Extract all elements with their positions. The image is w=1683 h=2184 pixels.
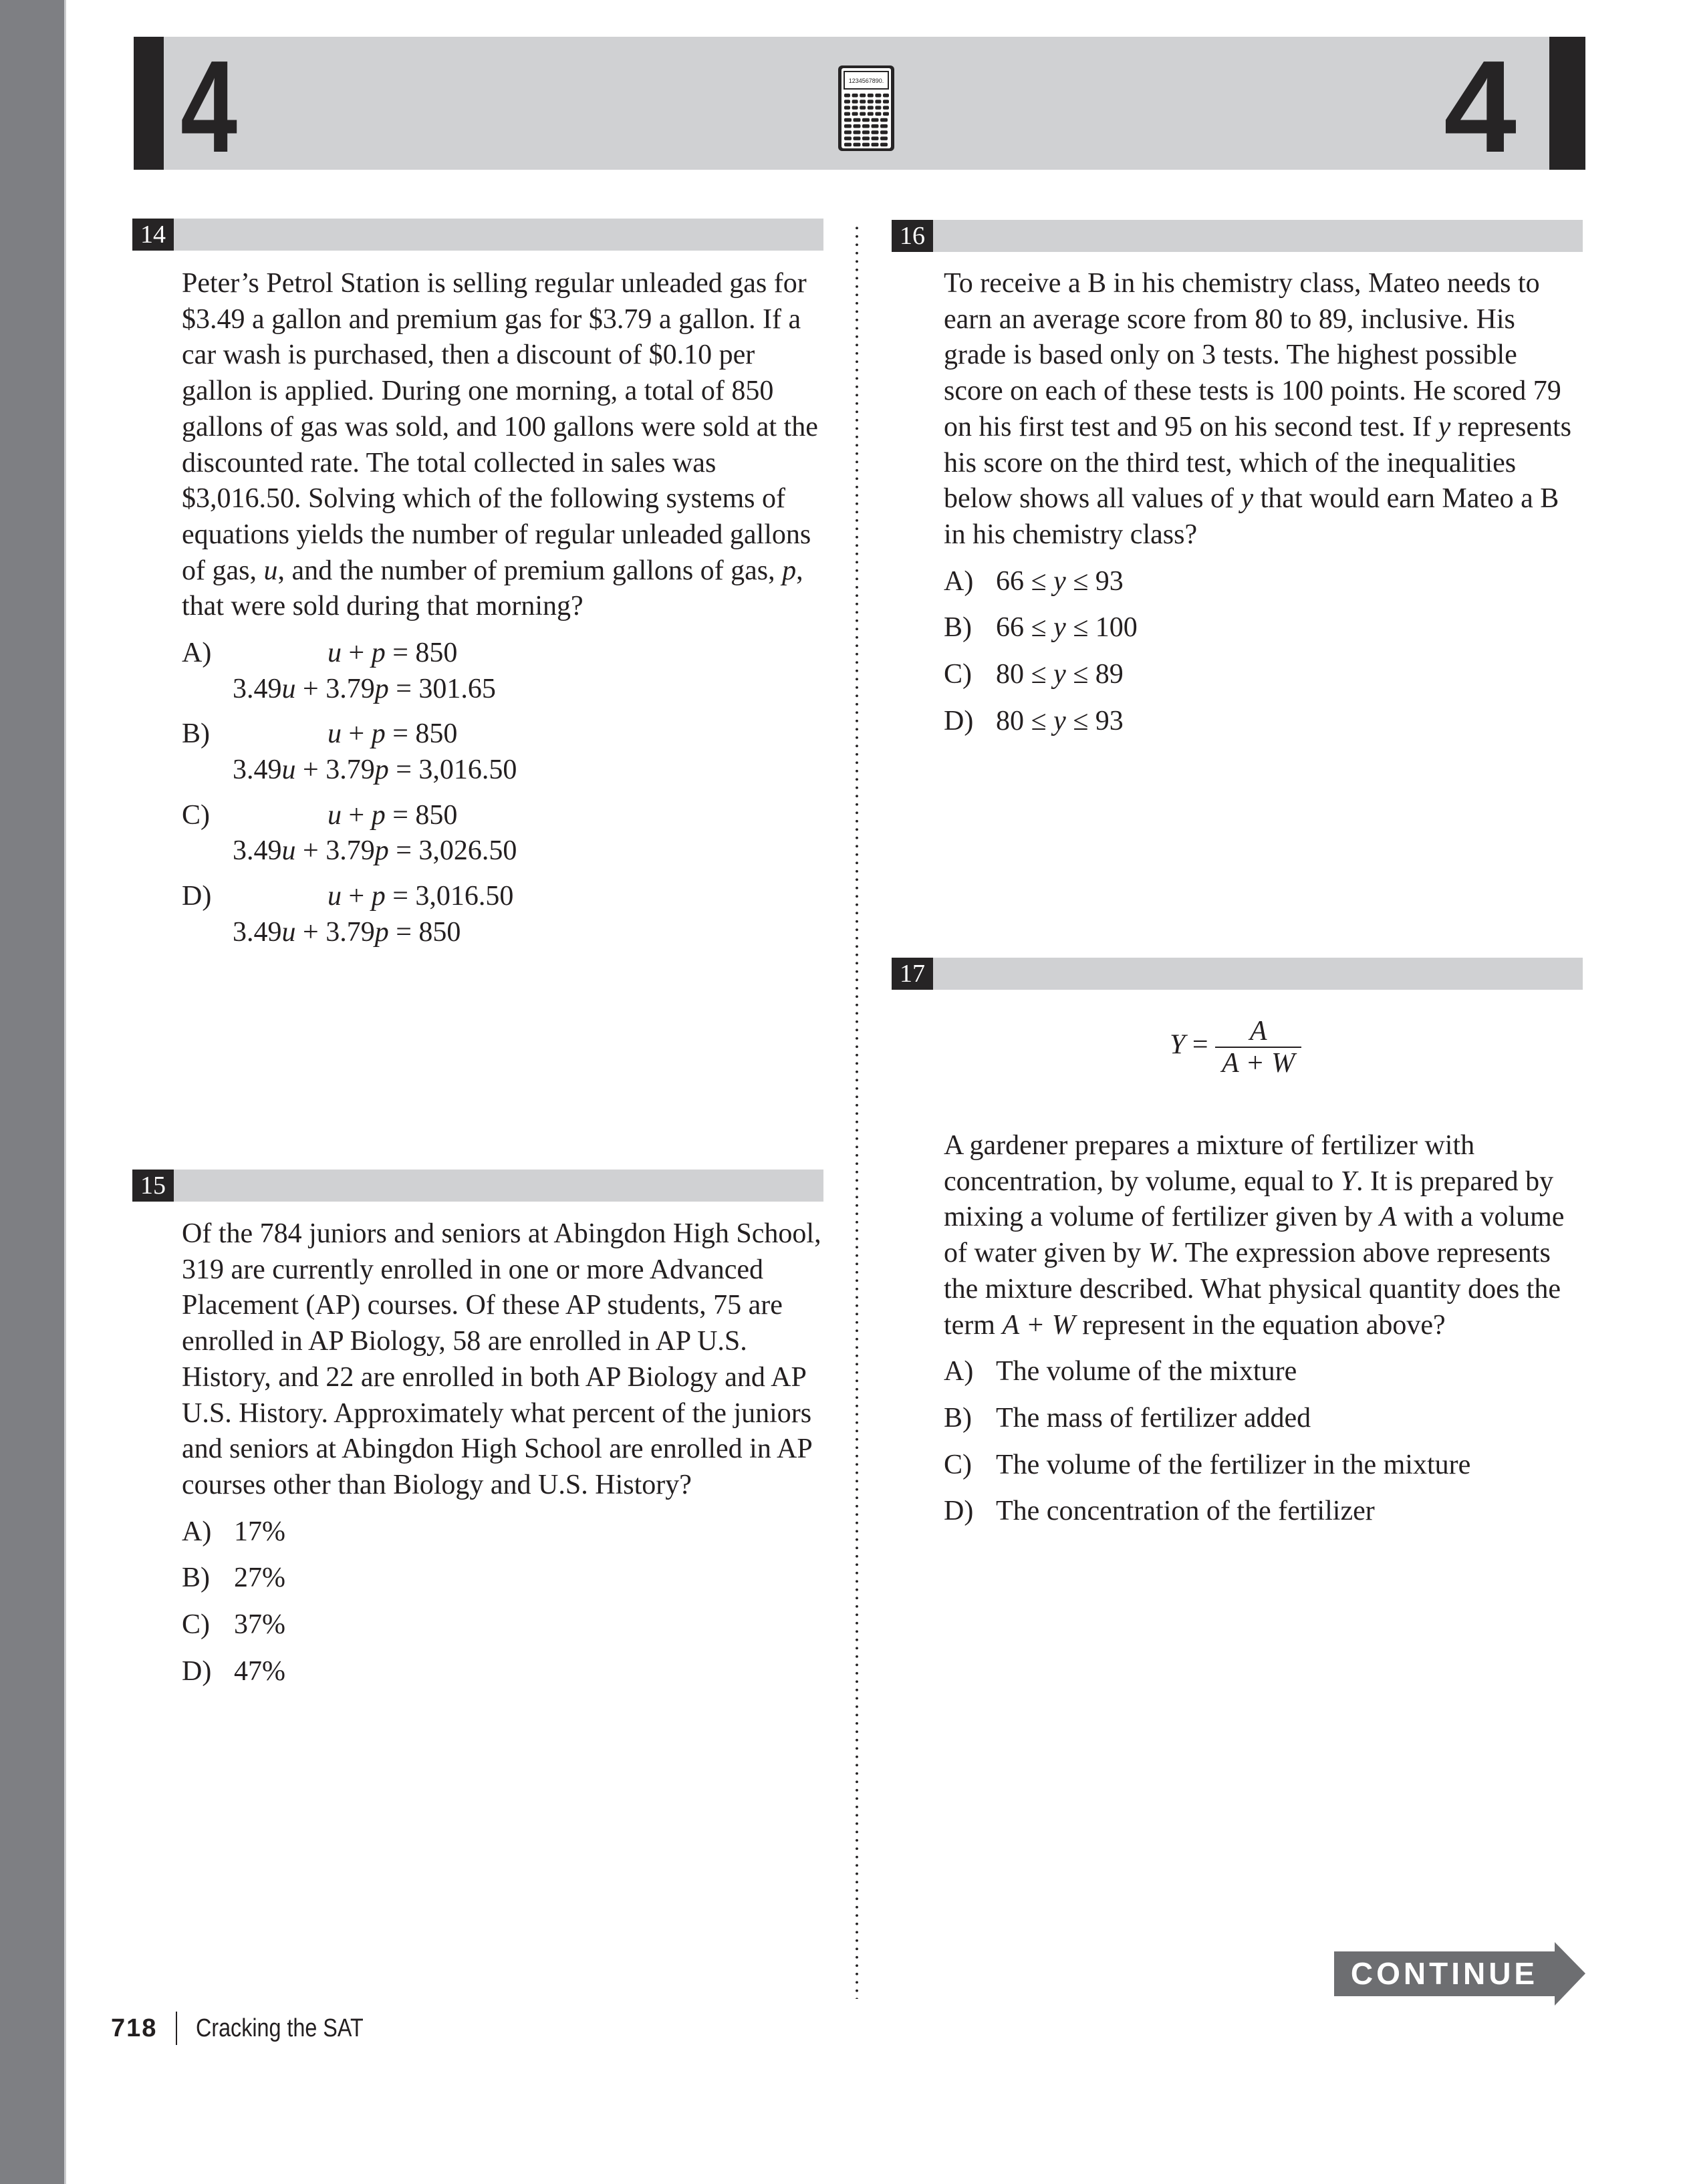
calculator-key — [852, 106, 858, 110]
equation-line-1 — [182, 716, 823, 753]
page-margin-strip — [0, 0, 64, 2184]
rhs: 3,016.50 — [415, 881, 514, 912]
calculator-key — [875, 100, 881, 104]
calculator-key — [880, 136, 888, 140]
choice-letter: C) — [944, 1449, 972, 1480]
answer-choice[interactable] — [944, 1494, 1582, 1530]
calculator-key — [872, 136, 879, 140]
coefficient: 3.49 — [233, 673, 282, 704]
choice-text: 27% — [234, 1562, 285, 1594]
section-number-right: 4 — [1444, 33, 1517, 180]
calculator-key — [872, 118, 879, 122]
answer-choice[interactable] — [182, 879, 823, 950]
plus: + — [295, 673, 326, 704]
continue-label: CONTINUE — [1350, 1956, 1539, 1991]
calculator-key — [872, 124, 879, 128]
leq-sign: ≤ — [1065, 659, 1095, 690]
variable-p: p — [371, 718, 386, 750]
leq-sign: ≤ — [1065, 705, 1095, 736]
variable-p: p — [374, 755, 389, 786]
leq-sign: ≤ — [1065, 565, 1095, 597]
answer-choice[interactable] — [944, 1448, 1582, 1484]
rhs: 3,016.50 — [418, 755, 517, 786]
equation-line-2 — [182, 833, 823, 869]
variable-y: y — [1053, 659, 1066, 690]
plus: + — [342, 799, 372, 831]
choice-text: The mass of fertilizer added — [996, 1402, 1311, 1434]
equation-line-2 — [182, 672, 823, 708]
equals: = — [388, 673, 419, 704]
choice-text: The volume of the mixture — [996, 1356, 1297, 1387]
variable-u: u — [328, 638, 342, 669]
answer-choice[interactable] — [182, 636, 823, 707]
choice-inequality — [996, 610, 1138, 646]
question-14-stem: Peter’s Petrol Station is selling regular unleaded gas for $3.49 a gallon and premium gas for $3.79 a gallon. If a car wash is purchased, then a discount of $0.10 per gallon is applied. During one morning, a total of 850 gallons of gas was sold, and 100 gallons were sold at the discounted rate. The total collected in sales was $3,016.50. Solving which of the following systems of equations yields the number of regular unleaded gallons of gas, u, and the number of premium gallons of gas, p, that were sold during that morning? — [182, 268, 818, 622]
equation-2 — [233, 753, 517, 789]
plus: + — [342, 638, 372, 669]
book-title: Cracking the SAT — [196, 2014, 364, 2042]
leq-sign: ≤ — [1024, 705, 1054, 736]
calculator-key — [862, 130, 870, 134]
equals: = — [388, 755, 419, 786]
variable-u: u — [281, 673, 296, 704]
answer-choice[interactable] — [182, 1654, 823, 1690]
choice-letter: D) — [944, 705, 974, 736]
coefficient: 3.49 — [233, 835, 282, 867]
choice-text: The concentration of the fertilizer — [996, 1496, 1375, 1527]
coefficient: 3.79 — [326, 916, 375, 948]
question-15-choices — [182, 1514, 823, 1690]
equals: = — [385, 799, 416, 831]
rhs: 850 — [418, 916, 461, 948]
question-14-header — [132, 219, 823, 251]
coefficient: 3.79 — [326, 835, 375, 867]
question-15 — [182, 1216, 823, 1689]
question-16-choices — [944, 564, 1582, 740]
calculator-key — [860, 112, 866, 116]
variable-u: u — [328, 881, 342, 912]
plus: + — [295, 835, 326, 867]
equation-1 — [328, 636, 457, 672]
calculator-key — [844, 124, 852, 128]
equals: = — [385, 881, 416, 912]
calculator-key — [880, 124, 888, 128]
choice-letter: D) — [182, 881, 212, 912]
calculator-key — [883, 94, 889, 98]
leq-sign: ≤ — [1024, 565, 1054, 597]
calculator-key — [852, 94, 858, 98]
equals: = — [385, 638, 416, 669]
equation-1 — [328, 798, 457, 834]
equation-2 — [233, 915, 461, 951]
choice-letter: C) — [944, 659, 972, 690]
answer-choice[interactable] — [182, 798, 823, 869]
variable-p: p — [371, 799, 386, 831]
variable-p: p — [371, 638, 386, 669]
choice-letter: D) — [182, 1655, 212, 1687]
calculator-key — [880, 130, 888, 134]
rhs: 850 — [415, 718, 458, 750]
question-15-header — [132, 1170, 823, 1202]
lower-bound: 66 — [996, 565, 1024, 597]
equation-2 — [233, 672, 496, 708]
calculator-key — [875, 94, 881, 98]
calculator-key — [844, 143, 852, 147]
answer-choice[interactable] — [944, 610, 1582, 646]
equation-line-1 — [182, 798, 823, 834]
section-number-left: 4 — [180, 33, 238, 180]
question-17-formula — [1170, 1016, 1301, 1079]
calculator-key — [844, 94, 850, 98]
calculator-key — [860, 94, 866, 98]
question-17-choices — [944, 1354, 1582, 1530]
choice-letter: C) — [182, 799, 210, 831]
question-17-header — [892, 958, 1583, 990]
answer-choice[interactable] — [944, 1354, 1582, 1390]
calculator-key — [868, 112, 874, 116]
question-number: 14 — [132, 219, 174, 251]
plus: + — [295, 916, 326, 948]
section-header-left-bar — [134, 37, 164, 170]
page-margin-edge — [64, 0, 66, 2184]
upper-bound: 93 — [1095, 565, 1124, 597]
choice-text: 37% — [234, 1609, 285, 1641]
calculator-key — [844, 106, 850, 110]
section-header-right-bar — [1549, 37, 1585, 170]
variable-u: u — [328, 799, 342, 831]
choice-letter: A) — [182, 638, 212, 669]
choice-letter: A) — [182, 1516, 212, 1547]
equation-1 — [328, 716, 457, 753]
variable-u: u — [281, 916, 296, 948]
calculator-key — [880, 143, 888, 147]
choice-letter: B) — [944, 1402, 972, 1434]
question-16-stem: To receive a B in his chemistry class, Mateo needs to earn an average score from 80 to 89, inclusive. His grade is based only on 3 tests. The highest possible score on each of these tests is 100 points. He scored 79 on his first test and 95 on his second test. If y represents his score on the third test, which of the inequalities below shows all values of y that would earn Mateo a B in his chemistry class? — [944, 268, 1571, 550]
equals: = — [385, 718, 416, 750]
answer-choice[interactable] — [944, 1401, 1582, 1437]
calculator-key — [854, 130, 861, 134]
leq-sign: ≤ — [1024, 659, 1054, 690]
answer-choice[interactable] — [182, 1514, 823, 1550]
page-footer — [111, 2008, 393, 2048]
calculator-key — [862, 143, 870, 147]
upper-bound: 93 — [1095, 705, 1124, 736]
variable-y: y — [1053, 565, 1066, 597]
calculator-key — [854, 136, 861, 140]
variable-p: p — [374, 673, 389, 704]
plus: + — [342, 718, 372, 750]
calculator-icon — [837, 64, 896, 152]
calculator-key — [852, 100, 858, 104]
plus: + — [295, 755, 326, 786]
choice-text: The volume of the fertilizer in the mixture — [996, 1449, 1471, 1480]
variable-p: p — [374, 916, 389, 948]
formula-fraction — [1215, 1016, 1301, 1079]
lower-bound: 66 — [996, 612, 1024, 644]
question-number: 16 — [892, 220, 933, 252]
choice-letter: C) — [182, 1609, 210, 1641]
calculator-key — [860, 106, 866, 110]
calculator-key — [844, 100, 850, 104]
calculator-key — [844, 118, 852, 122]
calculator-key — [872, 130, 879, 134]
calculator-key — [875, 112, 881, 116]
rhs: 850 — [415, 799, 458, 831]
answer-choice[interactable] — [182, 1607, 823, 1643]
footer-separator — [176, 2012, 177, 2045]
upper-bound: 100 — [1095, 612, 1138, 644]
choice-letter: A) — [944, 565, 974, 597]
leq-sign: ≤ — [1065, 612, 1095, 644]
answer-choice[interactable] — [182, 1560, 823, 1597]
calculator-key — [844, 136, 852, 140]
question-number: 17 — [892, 958, 933, 990]
question-15-stem: Of the 784 juniors and seniors at Abingdon High School, 319 are currently enrolled in one or more Advanced Placement (AP) courses. Of these AP students, 75 are enrolled in AP Biology, 58 are enrolled in AP U.S. History, and 22 are enrolled in both AP Biology and AP U.S. History. Approximately what percent of the juniors and seniors at Abingdon High School are enrolled in AP courses other than Biology and U.S. History? — [182, 1218, 821, 1500]
choice-letter: A) — [944, 1356, 974, 1387]
calculator-key — [875, 106, 881, 110]
leq-sign: ≤ — [1024, 612, 1054, 644]
question-17 — [944, 1128, 1582, 1530]
choice-letter: B) — [944, 612, 972, 644]
calculator-key — [880, 118, 888, 122]
calculator-key — [854, 124, 861, 128]
coefficient: 3.49 — [233, 916, 282, 948]
question-16-header — [892, 220, 1583, 252]
question-14-choices — [182, 636, 823, 951]
calculator-key — [852, 112, 858, 116]
equation-line-1 — [182, 879, 823, 915]
continue-button[interactable] — [1334, 1942, 1585, 2006]
rhs: 850 — [415, 638, 458, 669]
page-number: 718 — [111, 2014, 158, 2042]
choice-letter: B) — [182, 1562, 210, 1594]
choice-letter: B) — [182, 718, 210, 750]
calculator-key — [844, 130, 852, 134]
formula-lhs: Y — [1170, 1029, 1186, 1061]
choice-text: 47% — [234, 1655, 285, 1687]
question-16 — [944, 266, 1582, 739]
question-number: 15 — [132, 1170, 174, 1202]
formula-denominator: A + W — [1222, 1048, 1295, 1079]
calculator-key — [868, 94, 874, 98]
formula-equals: = — [1185, 1029, 1216, 1061]
calculator-key — [883, 100, 889, 104]
calculator-key — [883, 106, 889, 110]
calculator-key — [868, 106, 874, 110]
variable-u: u — [281, 835, 296, 867]
calculator-key — [860, 100, 866, 104]
variable-p: p — [371, 881, 386, 912]
answer-choice[interactable] — [944, 657, 1582, 693]
calculator-key — [872, 143, 879, 147]
choice-inequality — [996, 564, 1124, 600]
equation-line-1 — [182, 636, 823, 672]
equals: = — [388, 916, 419, 948]
equation-line-2 — [182, 753, 823, 789]
upper-bound: 89 — [1095, 659, 1124, 690]
choice-inequality — [996, 704, 1124, 740]
lower-bound: 80 — [996, 659, 1024, 690]
choice-inequality — [996, 657, 1124, 693]
formula-numerator: A — [1249, 1016, 1267, 1047]
calculator-key — [854, 143, 861, 147]
coefficient: 3.49 — [233, 755, 282, 786]
choice-text: 17% — [234, 1516, 285, 1547]
answer-choice[interactable] — [182, 716, 823, 788]
answer-choice[interactable] — [944, 564, 1582, 600]
plus: + — [342, 881, 372, 912]
equals: = — [388, 835, 419, 867]
coefficient: 3.79 — [326, 755, 375, 786]
equation-1 — [328, 879, 513, 915]
calculator-key — [854, 118, 861, 122]
answer-choice[interactable] — [944, 704, 1582, 740]
lower-bound: 80 — [996, 705, 1024, 736]
question-17-stem: A gardener prepares a mixture of fertilizer with concentration, by volume, equal to Y. It is prepared by mixing a volume of fertilizer given by A with a volume of water given by W. The expression above represents the mixture described. What physical quantity does the term A + W represent in the equation above? — [944, 1130, 1565, 1341]
column-divider — [856, 224, 858, 1999]
calculator-key — [883, 112, 889, 116]
question-14 — [182, 266, 823, 951]
variable-y: y — [1053, 612, 1066, 644]
equation-2 — [233, 833, 517, 869]
calculator-key — [862, 136, 870, 140]
svg-text:1234567890.: 1234567890. — [848, 78, 884, 84]
rhs: 301.65 — [418, 673, 496, 704]
variable-u: u — [328, 718, 342, 750]
variable-u: u — [281, 755, 296, 786]
equation-line-2 — [182, 915, 823, 951]
variable-y: y — [1053, 705, 1066, 736]
calculator-key — [868, 100, 874, 104]
rhs: 3,026.50 — [418, 835, 517, 867]
variable-p: p — [374, 835, 389, 867]
calculator-key — [862, 118, 870, 122]
calculator-key — [862, 124, 870, 128]
coefficient: 3.79 — [326, 673, 375, 704]
choice-letter: D) — [944, 1496, 974, 1527]
calculator-key — [844, 112, 850, 116]
